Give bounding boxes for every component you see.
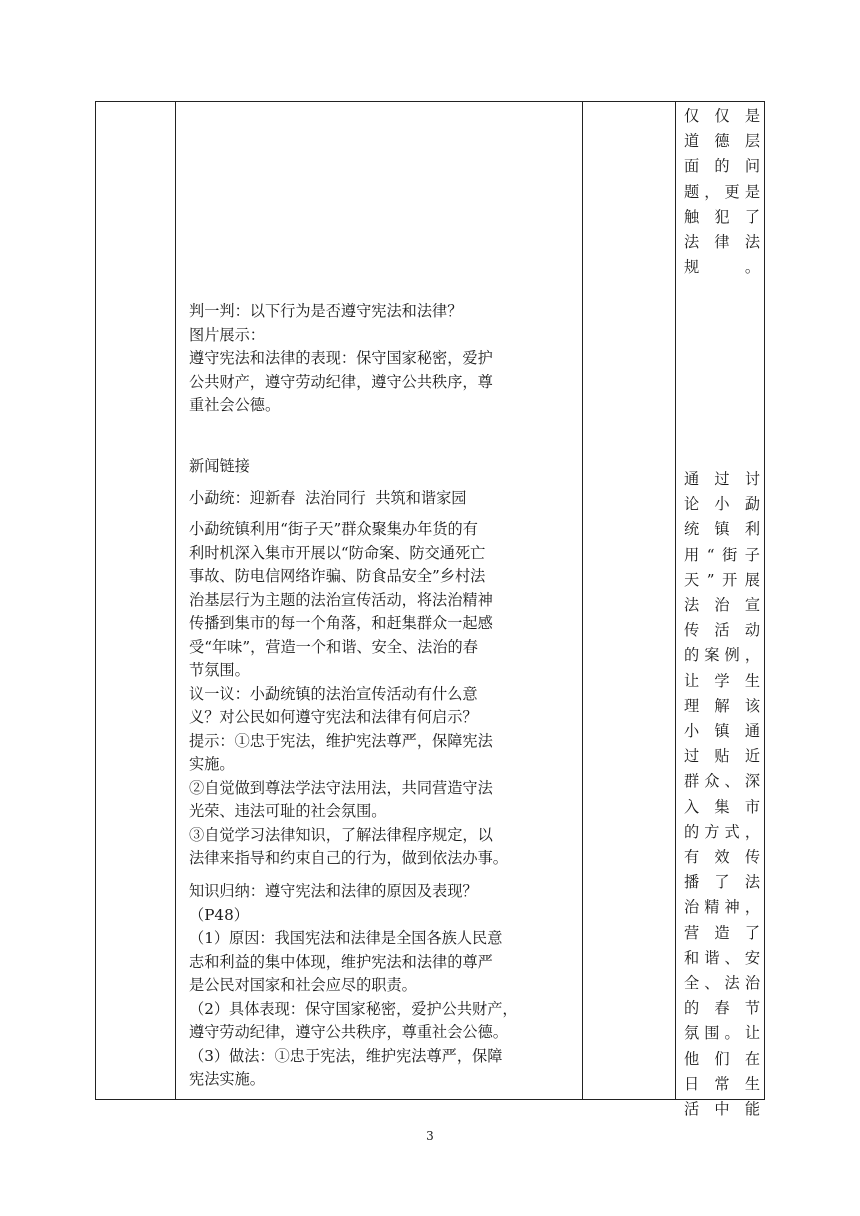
text-line: 法律来指导和约束自己的行为，做到依法办事。: [189, 849, 508, 867]
text-line: 日常生: [684, 1074, 760, 1093]
text-line: 的案例，: [684, 646, 760, 665]
text-line: 议一议：小勐统镇的法治宣传活动有什么意: [189, 684, 478, 703]
text-line: 提示：①忠于宪法，维护宪法尊严，保障宪法: [189, 731, 493, 750]
text-line: 法治宣: [684, 596, 760, 615]
text-line: 遵守劳动纪律，遵守公共秩序，尊重社会公德。: [189, 1023, 508, 1041]
text-line: 用“街子: [684, 545, 760, 564]
text-line: 重社会公德。: [189, 396, 281, 414]
knowledge-summary-block: [189, 880, 575, 1092]
text-line: 有效传: [684, 848, 760, 867]
text-line: 小镇通: [684, 722, 760, 741]
text-line: 义？对公民如何遵守宪法和法律有何启示？: [189, 708, 478, 726]
text-line: 让学生: [684, 671, 760, 690]
section-heading: 新闻链接: [189, 457, 250, 475]
text-line: 事故、防电信网络诈骗、防食品安全”乡村法: [189, 567, 486, 585]
text-line: 论小勐: [684, 495, 760, 514]
text-line: 天”开展: [684, 570, 760, 589]
text-line: 公共财产，遵守劳动纪律，遵守公共秩序，尊: [189, 372, 493, 391]
text-line: 知识归纳：遵守宪法和法律的原因及表现？: [189, 882, 478, 900]
column-divider: [582, 102, 583, 1099]
text-line: 判一判：以下行为是否遵守宪法和法律？: [189, 302, 463, 320]
text-line: 治精神，: [684, 898, 760, 917]
text-line: 光荣、违法可耻的社会氛围。: [189, 802, 387, 820]
text-line: 理解该: [684, 696, 760, 715]
text-line: 受“年味”，营造一个和谐、安全、法治的春: [189, 637, 478, 656]
text-line: 小勐统镇利用“街子天”群众聚集办年货的有: [189, 520, 478, 538]
text-line: 是公民对国家和社会应尽的职责。: [189, 976, 417, 994]
news-body-block: [189, 518, 575, 871]
text-line: 传活动: [684, 621, 760, 640]
text-line: 志和利益的集中体现，维护宪法和法律的尊严: [189, 952, 493, 971]
text-line: 活中能: [684, 1100, 760, 1119]
text-line: 规。: [684, 258, 760, 277]
text-line: 他们在: [684, 1049, 760, 1068]
text-line: 利时机深入集市开展以“防命案、防交通死亡: [189, 543, 486, 562]
column-divider: [675, 102, 676, 1099]
column-divider: [175, 102, 176, 1099]
text-line: 面的问: [684, 157, 760, 176]
text-line: （1）原因：我国宪法和法律是全国各族人民意: [189, 929, 503, 947]
text-line: 氛围。让: [684, 1024, 760, 1043]
text-line: 和谐、安: [684, 948, 760, 967]
text-line: （3）做法：①忠于宪法，维护宪法尊严，保障: [189, 1046, 503, 1065]
text-line: ②自觉做到尊法学法守法用法，共同营造守法: [189, 778, 493, 797]
text-line: 实施。: [189, 755, 235, 773]
text-line: 题，更是: [684, 182, 760, 201]
text-line: 的方式，: [684, 822, 760, 841]
text-line: （2）具体表现：保守国家秘密，爱护公共财产，: [189, 999, 518, 1018]
text-line: 通过讨: [684, 470, 760, 488]
text-line: 触犯了: [684, 207, 760, 226]
text-line: 群众、深: [684, 772, 760, 791]
text-line: 法律法: [684, 233, 760, 252]
text-line: 营造了: [684, 923, 760, 942]
text-line: （P48）: [189, 905, 249, 924]
news-headline: 小勐统：迎新春 法治同行 共筑和谐家园: [189, 489, 467, 507]
news-title: [189, 487, 575, 511]
text-line: 过贴近: [684, 747, 760, 766]
text-line: 遵守宪法和法律的表现：保守国家秘密，爱护: [189, 349, 493, 367]
text-line: 治基层行为主题的法治宣传活动，将法治精神: [189, 590, 493, 609]
text-line: 的春节: [684, 999, 760, 1018]
activity-judge-block: [189, 300, 575, 418]
design-intent-bottom: [684, 467, 760, 1122]
text-line: 传播到集市的每一个角落，和赶集群众一起感: [189, 614, 493, 632]
text-line: ③自觉学习法律知识，了解法律程序规定，以: [189, 825, 493, 844]
text-line: 宪法实施。: [189, 1070, 265, 1088]
text-line: 统镇利: [684, 520, 760, 539]
text-line: 图片展示：: [189, 325, 265, 344]
text-line: 道德层: [684, 132, 760, 151]
text-line: 仅仅是: [684, 107, 760, 125]
page-number: 3: [426, 1129, 434, 1143]
text-line: 入集市: [684, 797, 760, 816]
news-heading: [189, 455, 575, 479]
design-intent-top: [684, 104, 760, 280]
text-line: 全、法治: [684, 974, 760, 993]
text-line: 节氛围。: [189, 661, 250, 679]
text-line: 播了法: [684, 873, 760, 892]
